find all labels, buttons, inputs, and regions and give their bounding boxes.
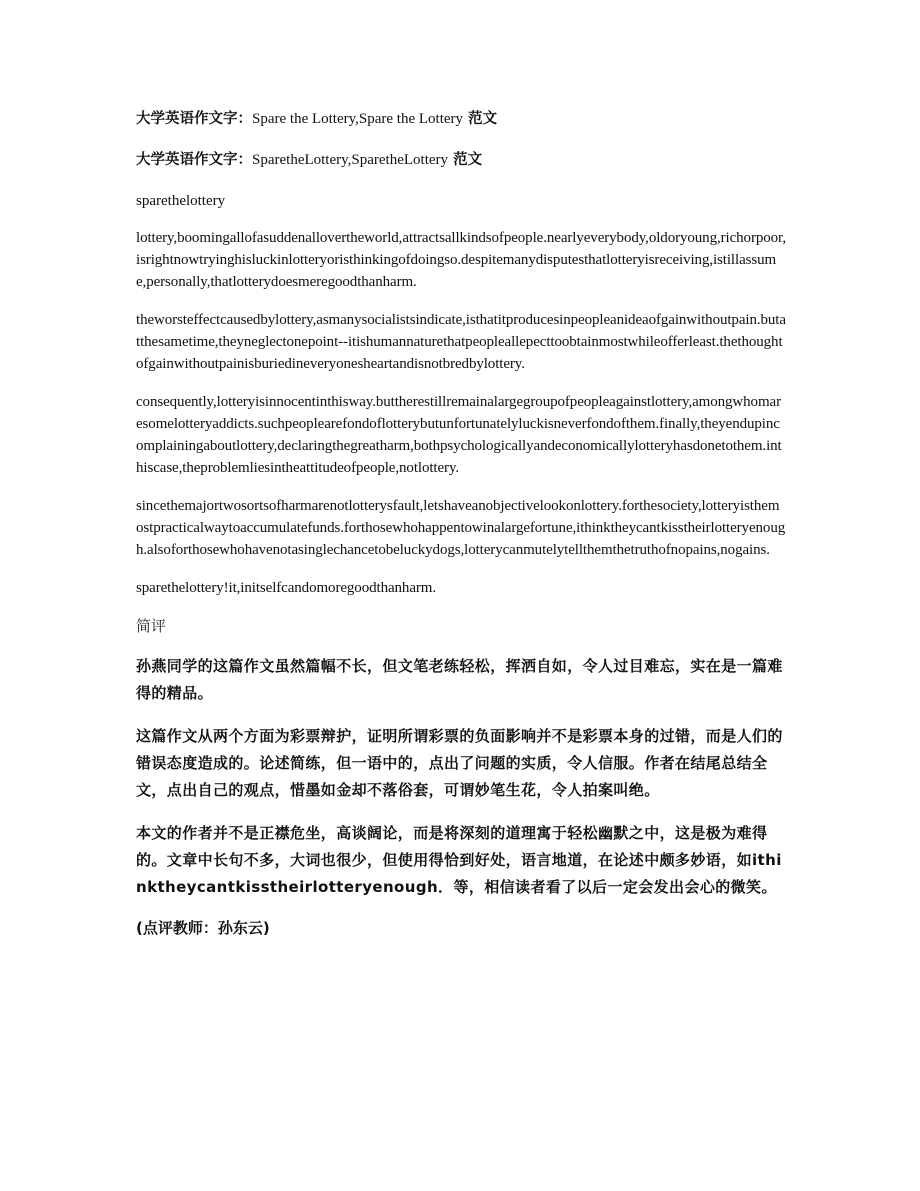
comment-signature: (点评教师：孙东云) xyxy=(136,919,270,937)
document-title-2 xyxy=(136,149,786,171)
document-title-1 xyxy=(136,108,786,130)
essay-paragraph-1: lottery,boomingallofasuddenallovertheworld,attractsallkindsofpeople.nearlyeverybody,oldoryoung,richorpoor,isrightnowtryinghisluckinlotteryoristhinkingofdoingso.despitemanydisputesthatlotteryisreceiving,istillassume,personally,thatlotterydoesmeregoodthanharm. xyxy=(136,230,786,290)
essay-paragraph-3: consequently,lotteryisinnocentinthisway.buttherestillremainalargegroupofpeopleagainstlottery,amongwhomaresomelotteryaddicts.suchpeoplearefondoflotterybutunfortunatelyluckisneverfondofthem.finally,theyendupincomplainingaboutlottery,declaringthegreatharm,bothpsychologicallyandeconomicallylotteryhasdonetothem.inthiscase,theproblemliesintheattitudeofpeople,notlottery. xyxy=(136,394,782,476)
essay-heading: sparethelottery xyxy=(136,193,226,209)
document-page xyxy=(136,108,786,939)
title-2-cn: 大学英语作文字： xyxy=(136,152,252,168)
comment-label: 简评 xyxy=(136,617,167,635)
title-1-en: Spare the Lottery,Spare the Lottery xyxy=(252,111,464,127)
essay-paragraph-4: sincethemajortwosortsofharmarenotlotterysfault,letshaveanobjectivelookonlottery.forthesociety,lotteryisthemostpracticalwaytoaccumulatefunds.forthosewhohappentowinalargefortune,ithinktheycantkisstheirlotteryenough.alsoforthosewhohavenotasinglechancetobeluckydogs,lotterycanmutelytellthemthetruthofnopains,nogains. xyxy=(136,498,786,558)
comment-paragraph-1: 孙燕同学的这篇作文虽然篇幅不长，但文笔老练轻松，挥洒自如，令人过目难忘，实在是一篇难得的精品。 xyxy=(136,657,783,702)
title-2-en: SparetheLottery,SparetheLottery xyxy=(252,152,449,168)
essay-paragraph-5: sparethelottery!it,initselfcandomoregoodthanharm. xyxy=(136,580,437,596)
title-1-cn: 大学英语作文字： xyxy=(136,111,252,127)
title-1-suffix: 范文 xyxy=(463,111,498,127)
essay-paragraph-2: theworsteffectcausedbylottery,asmanysocialistsindicate,isthatitproducesinpeopleanideaofgainwithoutpain.butatthesametime,theyneglectonepoint--itishumannaturethatpeopleallepecttoobtainmostwhileofferleast.thethoughtofgainwithoutpainisburiedineveryonesheartandisnotbredbylottery. xyxy=(136,312,786,372)
comment-paragraph-2: 这篇作文从两个方面为彩票辩护，证明所谓彩票的负面影响并不是彩票本身的过错，而是人们的错误态度造成的。论述简练，但一语中的，点出了问题的实质，令人信服。作者在结尾总结全文，点出自己的观点，惜墨如金却不落俗套，可谓妙笔生花，令人拍案叫绝。 xyxy=(136,727,783,799)
comment-paragraph-3: 本文的作者并不是正襟危坐，高谈阔论，而是将深刻的道理寓于轻松幽默之中，这是极为难得的。文章中长句不多，大词也很少，但使用得恰到好处，语言地道，在论述中颇多妙语，如ithinktheycantkisstheirlotteryenough．等，相信读者看了以后一定会发出会心的微笑。 xyxy=(136,824,782,896)
title-2-suffix: 范文 xyxy=(448,152,483,168)
